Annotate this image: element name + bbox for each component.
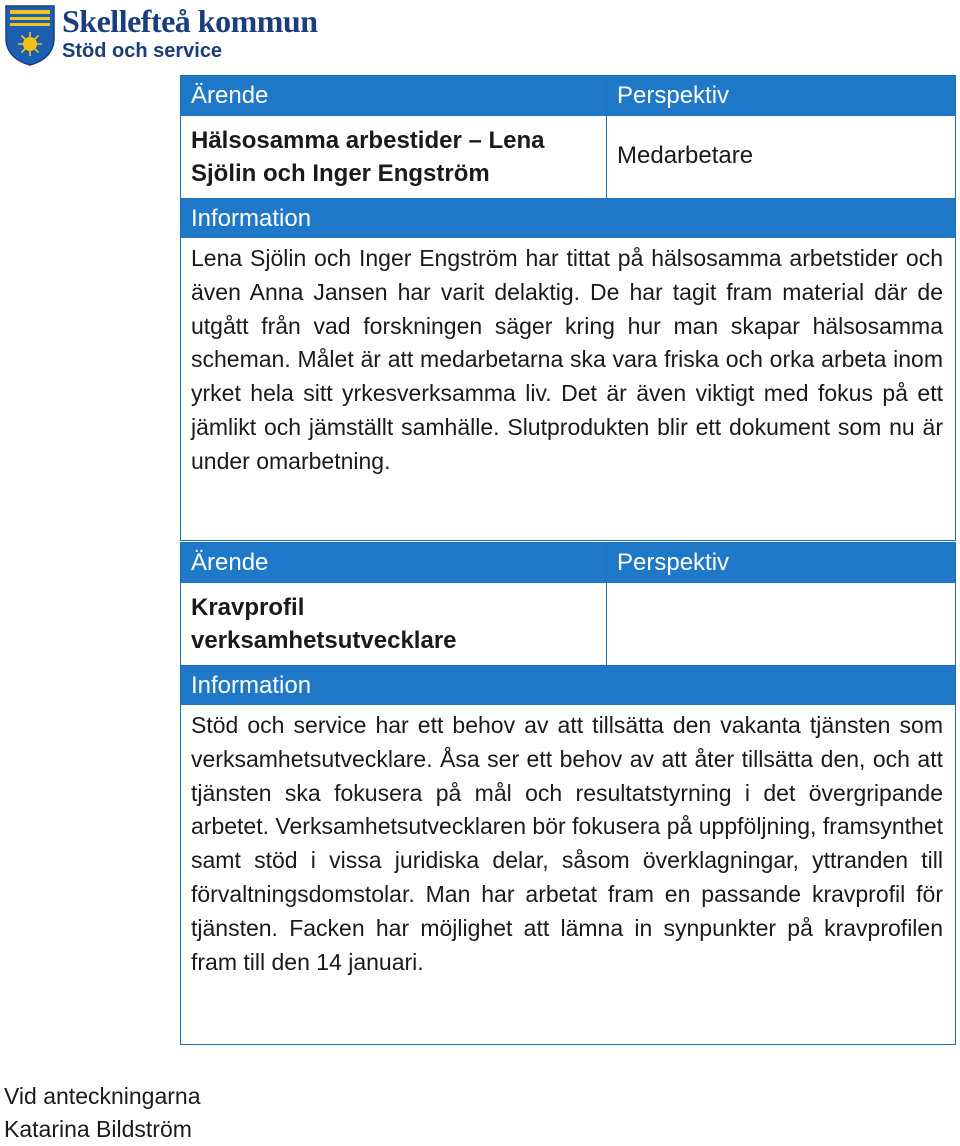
item-title <box>181 583 607 665</box>
information-header: Information <box>181 665 955 705</box>
item-title <box>181 116 607 198</box>
author-name: Katarina Bildström <box>4 1116 192 1142</box>
signature-block <box>4 1080 201 1146</box>
item-title-line: Sjölin och Inger Engström <box>191 160 490 187</box>
perspektiv-header: Perspektiv <box>607 543 955 583</box>
arende-header: Ärende <box>181 543 607 583</box>
information-text: Lena Sjölin och Inger Engström har tittat på hälsosamma arbetstider och även Anna Jansen har varit delaktig. De har tagit fram material där de utgått från vad forskningen säger kring hur man skapar hälsosamma scheman. Målet är att medarbetarna ska vara friska och orka arbeta inom yrket hela sitt yrkesverksamma liv. Det är även viktigt med fokus på ett jämlikt och jämställt samhälle. Slutprodukten blir ett dokument som nu är under omarbetning. <box>191 245 943 474</box>
department-name: Stöd och service <box>62 40 223 62</box>
agenda-item-table <box>180 542 956 1045</box>
coat-of-arms-icon <box>4 4 56 66</box>
perspektiv-value <box>607 583 955 665</box>
org-name: Skellefteå kommun <box>62 3 318 39</box>
item-title-line: Kravprofil <box>191 594 305 621</box>
item-title-line: Hälsosamma arbestider – Lena <box>191 127 545 154</box>
agenda-item-table <box>180 75 956 541</box>
information-header: Information <box>181 198 955 238</box>
perspektiv-header: Perspektiv <box>607 76 955 116</box>
information-text: Stöd och service har ett behov av att tillsätta den vakanta tjänsten som verksamhetsutvecklare. Åsa ser ett behov av att åter tillsätta den, och att tjänsten ska fokusera på mål och resultatstyrning i det övergripande arbetet. Verksamhetsutvecklaren bör fokusera på uppföljning, framsynthet samt stöd i vissa juridiska delar, såsom överklagningar, yttranden till förvaltningsdomstolar. Man har arbetat fram en passande kravprofil för tjänsten. Facken har möjlighet att lämna in synpunkter på kravprofilen fram till den 14 januari. <box>191 712 943 975</box>
logo <box>4 4 318 70</box>
perspektiv-value: Medarbetare <box>617 142 754 169</box>
item-title-line: verksamhetsutvecklare <box>191 627 457 654</box>
arende-header: Ärende <box>181 76 607 116</box>
footer-line: Vid anteckningarna <box>4 1083 201 1109</box>
